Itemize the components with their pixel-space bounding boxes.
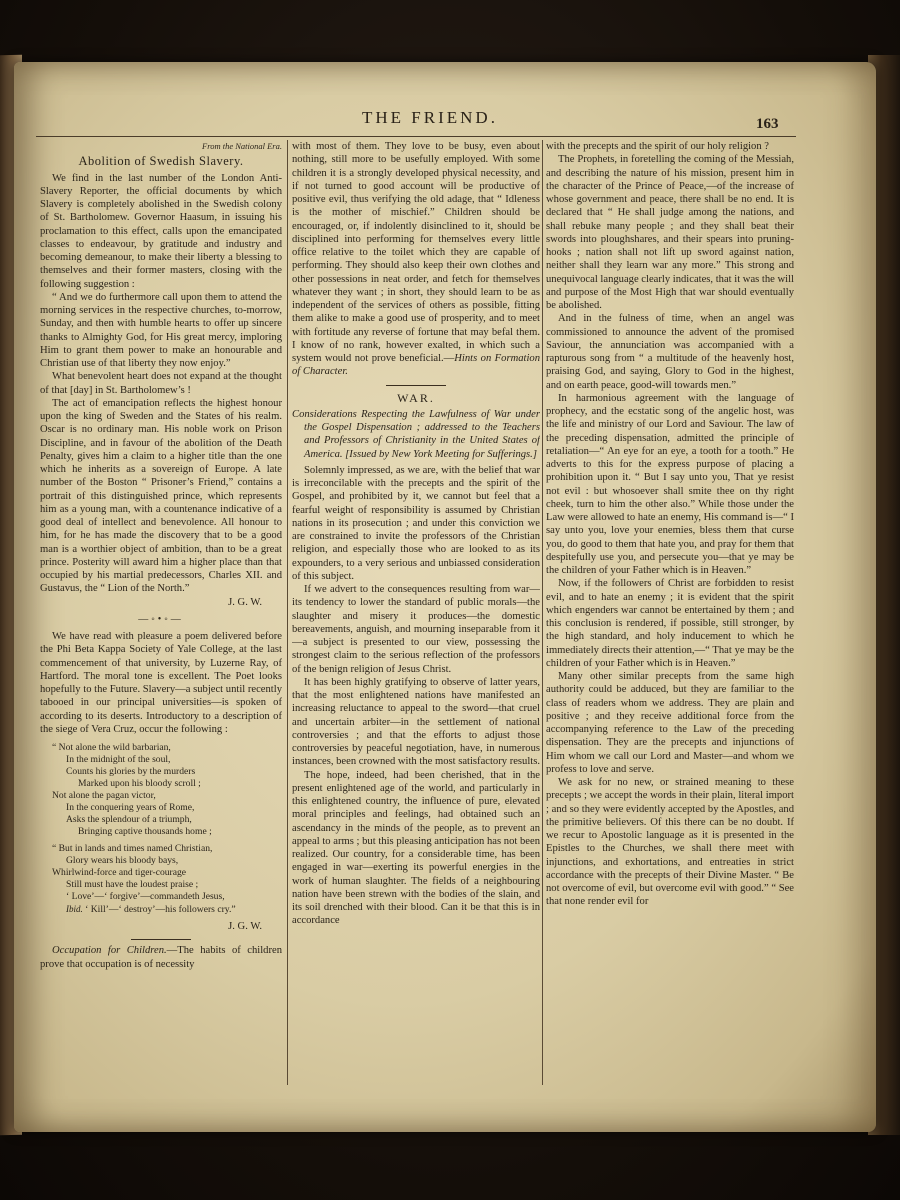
paragraph: What benevolent heart does not expand at the thought of that [day] in St. Bartholomew’s !	[40, 371, 282, 396]
paragraph: The act of emancipation reflects the highest honour upon the king of Sweden and the States of his realm. Oscar is no ordinary man. His noble work on Prison Discipline, and in favour of the abolition of the Death Penalty, gives him a claim to a higher title than the one which he inherits as a sovereign of Europe. A late number of the Boston “ Prisoner’s Friend,” contains a portrait of this distinguished prince, which represents him as a young man, with a countenance indicative of a good deal of intellect and benevolence. All honour to him, for he has made the discovery that to be a good man is a worthier object of ambition, than to be a great prince. Posterity will award him a higher place than that occupied by his martial predecessors, Charles XII. and Gustavus, the “ Lion of the North.”	[40, 397, 282, 595]
poem-line: Whirlwind-force and tiger-courage	[52, 867, 187, 878]
signature: J. G. W.	[228, 596, 262, 608]
column-3	[546, 140, 794, 1090]
short-rule	[386, 385, 446, 386]
article-title: Abolition of Swedish Slavery.	[78, 154, 244, 169]
paragraph: The hope, indeed, had been cherished, that in the present enlightened age of the world, and particularly in this enlightened country, the influence of pure, elevated moral principles and feelings, had obtained such an ascendancy in the minds of the people, as to prevent an appeal to arms ; but this pleasing anticipation has not been realized. Our country, for a considerable time, has been engaged in war—exerting its powerful energies in the work of human slaughter. The fields of a neighbouring nation have been strewn with the bodies of the slain, and its soil drenched with their blood. Can it be that this is in accordance	[292, 769, 540, 927]
paragraph: We find in the last number of the London Anti-Slavery Reporter, the official documents by which Slavery is completely abolished in the Swedish colony of St. Bartholomew. Governor Haasum, in issuing his proclamation to this effect, calls upon the emancipated classes to endeavour, by gratitude and industry and becoming demeanour, to make their liberty a blessing to themselves and their former masters, closing with the following suggestion :	[40, 172, 282, 290]
poem-line: Not alone the pagan victor,	[52, 790, 156, 801]
paragraph-text: with most of them. They love to be busy, even about nothing, still more to be usefully employed. With some children it is a strongly developed physical necessity, and if not turned to good account will be productive of positive evil, thus verifying the old adage, that “ Idleness is the mother of mischief.” Children should be encouraged, or, if indolently disinclined to it, should be disciplined into performing for themselves every little office relative to the toilet which they are capable of performing. They should also keep their own clothes and other possessions in neat order, and fetch for themselves whatever they want ; in short, they should learn to be as independent of the services of others as possible, fitting them alike to make a good use of prosperity, and to meet with fortitude any reverse of fortune that may befal them. I know of no rank, however exalted, in which such a system would not prove beneficial.—	[292, 141, 540, 364]
poem-line: “ Not alone the wild barbarian,	[52, 742, 171, 753]
paragraph: In harmonious agreement with the language of prophecy, and the ecstatic song of the angelic host, was the life and ministry of our Lord and Saviour. The law of the preceding dispensation, admitted the principle of retaliation—“ An eye for an eye, a tooth for a tooth.” He adverts to this for the express purpose of placing a prohibition upon it. “ But I say unto you, That ye resist not evil : but whosoever shall smite thee on thy right cheek, turn to him the other also.” While those under the Law were allowed to hate an enemy, His command is—“ I say unto you, love your enemies, bless them that curse you, do good to them that hate you, and pray for them that despitefully use you, and persecute you—that ye may be the children of your Father which is in Heaven.”	[546, 392, 794, 576]
section-title: WAR.	[397, 390, 435, 405]
paragraph: We ask for no new, or strained meaning to these precepts ; we accept the words in their plain, literal import ; and so they were evidently accepted by the Apostles, and the primitive believers. Of this there can be no doubt. If we recur to Apostolic language as it is presented in the Epistles to the Churches, we shall there meet with injunctions, and exhortations, and entreaties in strict accordance with the precepts of their Divine Master. “ Be not overcome of evil, but overcome evil with good.” “ See that none render evil for	[546, 777, 794, 908]
page-number: 163	[756, 116, 779, 132]
paragraph: We have read with pleasure a poem delivered before the Phi Beta Kappa Society of Yale College, at the last commencement of that university, by Luzerne Ray, of Hartford. The moral tone is excellent. The Poet looks hopefully to the Future. Slavery—a subject until recently tabooed in our principal universities—is spoken of according to its deserts. Introductory to a description of the siege of Vera Cruz, occur the following :	[40, 631, 282, 735]
poem-line: In the conquering years of Rome,	[66, 802, 195, 813]
column-divider	[542, 140, 543, 1085]
article-source: From the National Era.	[202, 141, 282, 151]
citation: Hints on Formation of Character.	[292, 353, 540, 378]
paragraph: The Prophets, in foretelling the coming of the Messiah, and describing the nature of his mission, present him in the character of the Prince of Peace,—of the increase of whose government and peace, there shall be no end. It is declared that “ He shall judge among the nations, and shall rebuke many people ; and they shall beat their swords into ploughshares, and their spears into pruning-hooks ; nation shall not lift up sword against nation, neither shall they learn war any more.” This strong and unequivocal language clearly indicates, that it was the will and purpose of the Most High that war should eventually be abolished.	[546, 154, 794, 311]
short-rule	[131, 939, 191, 940]
paragraph: Many other similar precepts from the same high authority could be adduced, but they are familiar to the class of readers whom we address. They are plain and positive ; and they receive additional force from the accompanying reference to the Law of the preceding dispensation. They are the precepts and injunctions of Him whom we call our Lord and Master—and whom we profess to love and serve.	[546, 671, 794, 775]
paragraph: If we advert to the consequences resulting from war—its tendency to lower the standard of public morals—the slaughter and misery it produces—the domestic bereavements, anguish, and mourning inseparable from it—a subject is presented to our view, possessing the strongest claim to the serious reflection of the professors of the benign religion of Jesus Christ.	[292, 584, 540, 675]
poem-line: Marked upon his bloody scroll ;	[78, 778, 201, 789]
column-1	[40, 140, 282, 1090]
paragraph-heading: Occupation for Children.	[52, 945, 167, 957]
paragraph: It has been highly gratifying to observe of latter years, that the most enlightened nations have manifested an increasing reluctance to appeal to the sword—that cruel and uncertain arbiter—in the settlement of national controversies ; and that the efforts to adjust those controversies by peaceful negotiation, have, in numerous instances, been crowned with the most satisfactory results.	[292, 676, 540, 768]
header-rule	[36, 136, 796, 137]
poem	[52, 742, 282, 916]
poem-line: Counts his glories by the murders	[66, 766, 196, 777]
poem-line: Asks the splendour of a triumph,	[66, 814, 192, 825]
paragraph: Now, if the followers of Christ are forbidden to resist evil, and to hate an enemy ; it is evident that the spirit which engenders war cannot be entertained by them ; and this conclusion is rendered, if possible, still stronger, by the high standard, and holy inducement to which he immediately directs their attention,—“ That ye may be the children of your Father which is in Heaven.”	[546, 578, 794, 669]
paragraph	[292, 140, 540, 379]
paragraph-text: —The habits of children prove that occupation is of necessity	[40, 945, 282, 970]
section-subtitle: Considerations Respecting the Lawfulness of War under the Gospel Dispensation ; addressed to the Teachers and Professors of Christianity in the United States of America. [Issued by New York Meeting for Sufferings.]	[292, 408, 540, 460]
column-2	[292, 140, 540, 1090]
running-header: THE FRIEND.	[362, 108, 498, 127]
paragraph: “ And we do furthermore call upon them to attend the morning services in the respective churches, to-morrow, Sunday, and then with humble hearts to offer up sincere thanks to Almighty God, for His great mercy, imploring Him to grant them power to make an honourable and Christian use of that liberty they now enjoy.”	[40, 291, 282, 369]
poem-line: ‘ Love’—‘ forgive’—commandeth Jesus,	[66, 891, 225, 902]
paragraph: Solemnly impressed, as we are, with the belief that war is irreconcilable with the precepts and the spirit of the Gospel, and prohibited by it, we cannot but feel that a fearful weight of responsibility is assumed by Christian nations in its prosecution ; and under this conviction we are constrained to invite the professors of the Christian religion, and especially those who are looked to as its expounders, to a very serious and unbiassed consideration of this subject.	[292, 464, 540, 582]
poem-line: Still must have the loudest praise ;	[66, 879, 199, 890]
signature: J. G. W.	[228, 921, 262, 932]
poem-line: Bringing captive thousands home ;	[78, 826, 212, 837]
ornament-divider: —◦•◦—	[138, 613, 184, 625]
column-divider	[287, 140, 288, 1085]
poem-line-text: ‘ Kill’—‘ destroy’—his followers cry.”	[85, 904, 236, 915]
ibid-mark: Ibid.	[66, 904, 83, 914]
poem-line: “ But in lands and times named Christian,	[52, 843, 213, 854]
poem-line: Glory wears his bloody bays,	[66, 855, 179, 866]
poem-line	[52, 903, 282, 916]
paragraph: And in the fulness of time, when an angel was commissioned to announce the advent of the promised Saviour, the annunciation was accompanied with a rapturous song from “ a multitude of the heavenly host, praising God, and saying, Glory to God in the highest, and on earth peace, good-will towards men.”	[546, 313, 794, 391]
paragraph	[40, 944, 282, 971]
paragraph: with the precepts and the spirit of our holy religion ?	[546, 141, 770, 152]
poem-line: In the midnight of the soul,	[66, 754, 171, 765]
